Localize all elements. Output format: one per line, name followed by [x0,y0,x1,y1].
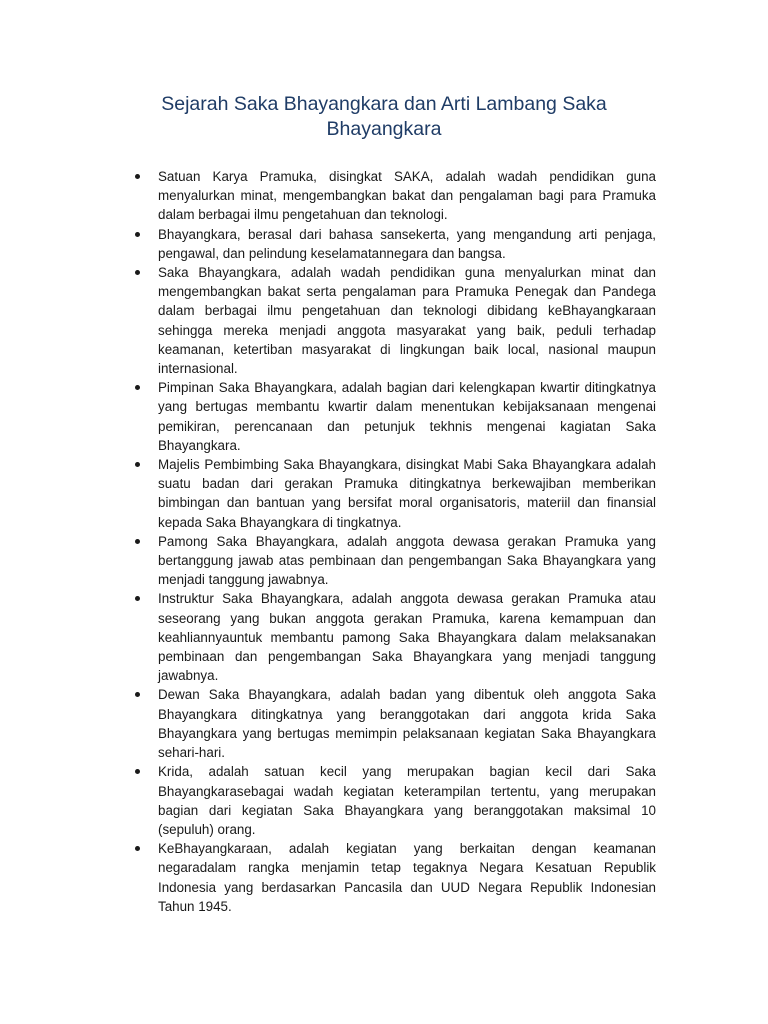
bullet-icon [135,539,140,544]
bullet-icon [135,270,140,275]
list-item [158,685,656,762]
list-item-text: Dewan Saka Bhayangkara, adalah badan yang dibentuk oleh anggota Saka Bhayangkara ditingkatnya yang beranggotakan dari anggota krida Saka Bhayangkara yang bertugas memimpin pelaksanaan kegiatan Saka Bhayangkara sehari-hari. [158,687,656,761]
list-item [158,762,656,839]
list-item [158,378,656,455]
list-item-text: Krida, adalah satuan kecil yang merupakan bagian kecil dari Saka Bhayangkarasebagai wadah kegiatan keterampilan tertentu, yang merupakan bagian dari kegiatan Saka Bhayangkara yang beranggotakan maksimal 10 (sepuluh) orang. [158,764,656,837]
list-item [158,589,656,685]
definition-list [158,167,656,916]
bullet-icon [135,385,140,390]
list-item-text: Bhayangkara, berasal dari bahasa sansekerta, yang mengandung arti penjaga, pengawal, dan pelindung keselamatannegara dan bangsa. [158,226,656,261]
list-item [158,167,656,225]
bullet-icon [135,462,140,467]
bullet-icon [135,846,140,851]
bullet-icon [135,232,140,237]
bullet-icon [135,174,140,179]
list-item-text: Saka Bhayangkara, adalah wadah pendidikan guna menyalurkan minat dan mengembangkan bakat serta pengalaman para Pramuka Penegak dan Pandega dalam berbagai ilmu pengetahuan dan teknologi dibidang keBhayangkaraan sehingga mereka menjadi anggota masyarakat yang baik, peduli terhadap keamanan, ketertiban masyarakat di lingkungan baik local, nasional maupun internasional. [158,265,656,377]
list-item [158,455,656,532]
list-item-text: KeBhayangkaraan, adalah kegiatan yang berkaitan dengan keamanan negaradalam rangka menjamin tetap tegaknya Negara Kesatuan Republik Indonesia yang berdasarkan Pancasila dan UUD Negara Republik Indonesian Tahun 1945. [158,841,656,914]
list-item [158,839,656,916]
list-item-text: Pimpinan Saka Bhayangkara, adalah bagian dari kelengkapan kwartir ditingkatnya yang bertugas membantu kwartir dalam menentukan kebijaksanaan mengenai pemikiran, perencanaan dan petunjuk tekhnis mengenai kagiatan Saka Bhayangkara. [158,380,656,453]
list-item-text: Instruktur Saka Bhayangkara, adalah anggota dewasa gerakan Pramuka atau seseorang yang bukan anggota gerakan Pramuka, karena kemampuan dan keahliannyauntuk membantu pamong Saka Bhayangkara dalam melaksanakan pembinaan dan pengembangan Saka Bhayangkara yang menjadi tanggung jawabnya. [158,591,656,684]
bullet-icon [135,769,140,774]
list-item-text: Satuan Karya Pramuka, disingkat SAKA, adalah wadah pendidikan guna menyalurkan minat, mengembangkan bakat dan pengalaman bagi para Pramuka dalam berbagai ilmu pengetahuan dan teknologi. [158,169,656,223]
list-item [158,263,656,378]
list-item [158,532,656,590]
bullet-icon [135,596,140,601]
list-item-text: Majelis Pembimbing Saka Bhayangkara, disingkat Mabi Saka Bhayangkara adalah suatu badan dari gerakan Pramuka ditingkatnya berkewajiban memberikan bimbingan dan bantuan yang bersifat moral organisatoris, materiil dan finansial kepada Saka Bhayangkara di tingkatnya. [158,457,656,530]
document-title: Sejarah Saka Bhayangkara dan Arti Lambang Saka Bhayangkara [161,93,607,140]
bullet-icon [135,692,140,697]
list-item [158,225,656,263]
list-item-text: Pamong Saka Bhayangkara, adalah anggota dewasa gerakan Pramuka yang bertanggung jawab atas pembinaan dan pengembangan Saka Bhayangkara yang menjadi tanggung jawabnya. [158,533,656,588]
